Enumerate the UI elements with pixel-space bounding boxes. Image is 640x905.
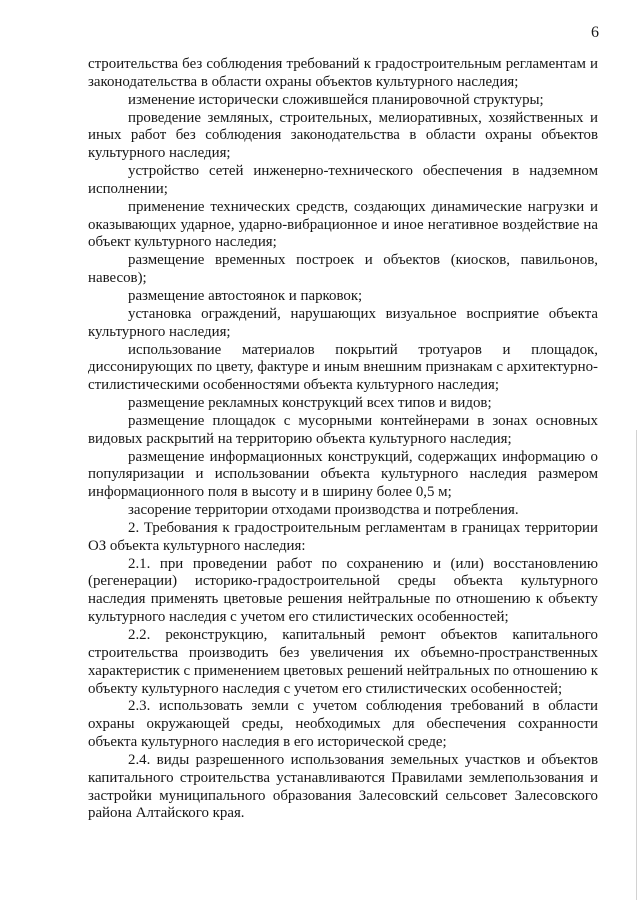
paragraph: размещение автостоянок и парковок;	[128, 287, 363, 304]
paragraph: использование материалов покрытий тротуаров и площадок, диссонирующих по цвету, фактуре и иным внешним признакам с архитектурно-стилистическими особенностями объекта культурного наследия;	[88, 341, 598, 394]
paragraph: устройство сетей инженерно-технического обеспечения в надземном исполнении;	[88, 163, 598, 197]
document-body	[88, 56, 598, 823]
paragraph: установка ограждений, нарушающих визуальное восприятие объекта культурного наследия;	[88, 305, 598, 340]
page-number: 6	[591, 24, 599, 41]
paragraph: 2.1. при проведении работ по сохранению и (или) восстановлению (регенерации) историко-градостроительной среды объекта культурного наследия применять цветовые решения нейтральные по отношению к объекту культурного наследия с учетом его стилистических особенностей;	[88, 555, 598, 626]
paragraph: засорение территории отходами производства и потребления.	[128, 502, 519, 519]
paragraph: 2.3. использовать земли с учетом соблюдения требований в области охраны окружающей среды, необходимых для обеспечения сохранности объекта культурного наследия в его исторической среде;	[88, 698, 598, 751]
paragraph: размещение площадок с мусорными контейнерами в зонах основных видовых раскрытий на территорию объекта культурного наследия;	[88, 412, 598, 447]
paragraph: проведение земляных, строительных, мелиоративных, хозяйственных и иных работ без соблюдения законодательства в области охраны объектов культурного наследия;	[88, 109, 598, 162]
paragraph: размещение временных построек и объектов (киосков, павильонов, навесов);	[88, 252, 598, 287]
paragraph: размещение информационных конструкций, содержащих информацию о популяризации и использовании объекта культурного наследия размером информационного поля в высоту и в ширину более 0,5 м;	[88, 448, 598, 501]
paragraph: размещение рекламных конструкций всех типов и видов;	[128, 395, 492, 412]
paragraph: 2. Требования к градостроительным регламентам в границах территории ОЗ объекта культурного наследия:	[88, 519, 598, 554]
paragraph: применение технических средств, создающих динамические нагрузки и оказывающих ударное, ударно-вибрационное и иное негативное воздействие на объект культурного наследия;	[88, 198, 598, 251]
paragraph: изменение исторически сложившейся планировочной структуры;	[128, 91, 544, 108]
paragraph: 2.4. виды разрешенного использования земельных участков и объектов капитального строительства устанавливаются Правилами землепользования и застройки муниципального образования Залесовский сельсовет Залесовского района Алтайского края.	[88, 751, 598, 822]
paragraph: 2.2. реконструкцию, капитальный ремонт объектов капитального строительства производить без увеличения их объемно-пространственных характеристик с применением цветовых решений нейтральных по отношению к объекту культурного наследия с учетом его стилистических особенностей;	[88, 627, 598, 697]
paragraph: строительства без соблюдения требований к градостроительным регламентам и законодательства в области охраны объектов культурного наследия;	[88, 56, 598, 90]
scan-edge-line	[636, 430, 637, 900]
